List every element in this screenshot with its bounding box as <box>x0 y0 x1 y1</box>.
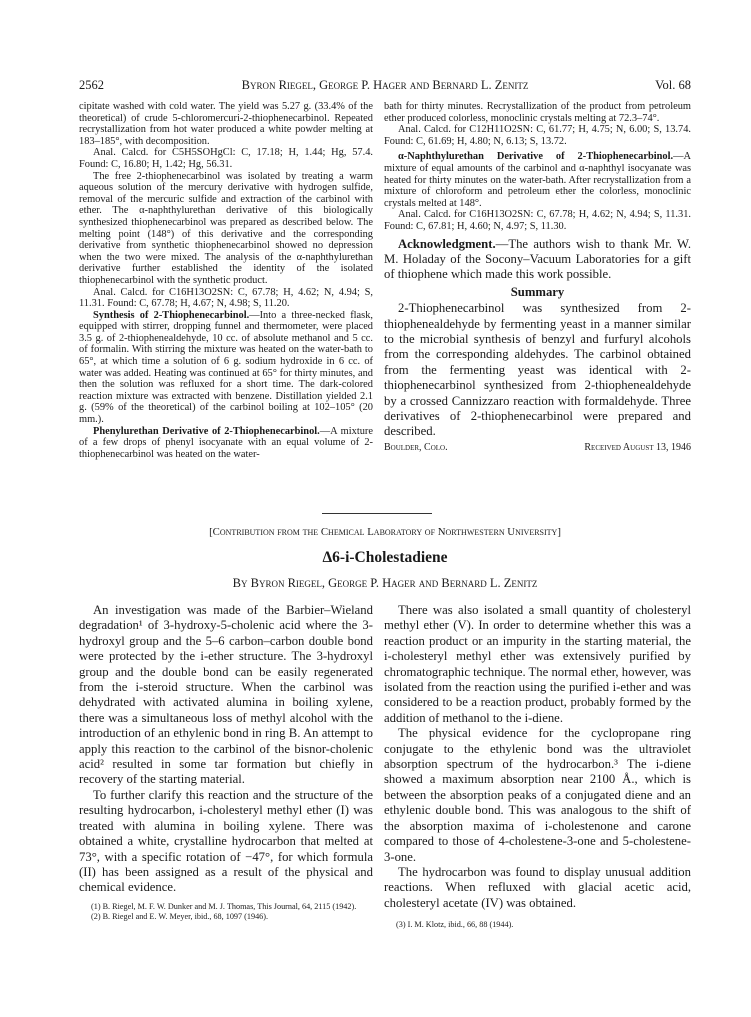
contribution-line: [Contribution from the Chemical Laboratory of Northwestern University] <box>209 526 561 538</box>
body-right-column <box>384 603 691 911</box>
analysis-paragraph: Anal. Calcd. for C5H5SOHgCl: C, 17.18; H, 1.44; Hg, 57.4. Found: C, 16.80; H, 1.42; Hg, 56.31. <box>79 147 373 170</box>
analysis-paragraph: Anal. Calcd. for C16H13O2SN: C, 67.78; H, 4.62; N, 4.94; S, 11.31. Found: C, 67.81; H, 4.60; N, 4.97; S, 11.30. <box>384 209 691 232</box>
dateline <box>384 442 691 456</box>
analysis-paragraph: Anal. Calcd. for C12H11O2SN: C, 61.77; H, 4.75; N, 6.00; S, 13.74. Found: C, 61.69; H, 4.80; N, 6.13; S, 13.72. <box>384 124 691 147</box>
running-header <box>79 78 691 96</box>
footnotes-right <box>384 920 691 930</box>
paragraph: The hydrocarbon was found to display unusual addition reactions. When refluxed with glacial acetic acid, cholesteryl acetate (IV) was obtained. <box>384 864 691 910</box>
section-heading: Acknowledgment. <box>398 236 496 251</box>
running-title: Byron Riegel, George P. Hager and Bernard L. Zenitz <box>241 78 529 92</box>
paragraph: To further clarify this reaction and the structure of the resulting hydrocarbon, i-cholesteryl methyl ether (I) was treated with alumina in boiling xylene. There was obtained a white, crystalline hydrocarbon that melted at 73°, with a specific rotation of −47°, for which formula (II) has been assigned as a result of the physical and chemical evidence. <box>79 787 373 895</box>
section-heading: Phenylurethan Derivative of 2-Thiophenecarbinol. <box>93 425 320 437</box>
footnote: (2) B. Riegel and E. W. Meyer, ibid., 68, 1097 (1946). <box>91 912 269 921</box>
summary-heading: Summary <box>510 284 565 299</box>
footnote: (3) I. M. Klotz, ibid., 66, 88 (1944). <box>396 920 514 929</box>
title-main: Cholestadiene <box>354 549 448 566</box>
article-title <box>79 549 691 567</box>
paragraph: bath for thirty minutes. Recrystallization of the product from petroleum ether produced colorless, monoclinic crystals melting at 72.3–74°. <box>384 101 691 124</box>
footnote: (1) B. Riegel, M. F. W. Dunker and M. J. Thomas, This Journal, 64, 2115 (1942). <box>91 902 357 911</box>
received-date: Received August 13, 1946 <box>584 441 691 453</box>
body-left-column <box>79 603 373 896</box>
summary-text: 2-Thiophenecarbinol was synthesized from 2-thiophenealdehyde by fermenting yeast in a manner similar to the microbial synthesis of benzyl and furfuryl alcohols from the corresponding aldehydes. The carbinol obtained from the fermenting yeast was identical with 2-thiophenecarbinol synthesized from 2-thiophenealdehyde by a crossed Cannizzaro reaction with formaldehyde. Three derivatives of 2-thiophenecarbinol were prepared and described. <box>384 301 691 439</box>
section-heading: α-Naphthylurethan Derivative of 2-Thiophenecarbinol. <box>398 151 674 163</box>
paragraph: The free 2-thiophenecarbinol was isolated by treating a warm aqueous solution of the mercury derivative with hydrogen sulfide, removal of the mercuric sulfide and extraction of the carbinol with ether. The α-naphthylurethan derivative of this biologically synthesized thiophenecarbinol was prepared as described below. The melting point (148°) of this derivative and the corresponding derivative from synthetic thiophenecarbinol showed no depression when the two were mixed. The analysis of the α-naphthylurethan derivative further established the identity of the isolated thiophenecarbinol with the synthetic product. <box>79 170 373 286</box>
paragraph: cipitate washed with cold water. The yield was 5.27 g. (33.4% of the theoretical) of crude 5-chloromercuri-2-thiophenecarbinol. Repeated recrystallization from hot water produced a white powder melting at 183–185°, with decomposition. <box>79 101 373 147</box>
acknowledgment: Acknowledgment.—The authors wish to thank Mr. W. M. Holaday of the Socony–Vacuum Laboratories for a gift of thiophene which made this work possible. <box>384 236 691 282</box>
volume-label: Vol. 68 <box>655 78 691 92</box>
top-right-column <box>384 101 691 456</box>
paragraph: Phenylurethan Derivative of 2-Thiophenecarbinol.—A mixture of a few drops of phenyl isocyanate with an equal volume of 2-thiophenecarbinol was heated on the water- <box>79 425 373 460</box>
paragraph: There was also isolated a small quantity of cholesteryl methyl ether (V). In order to determine whether this was a reaction product or an impurity in the starting material, the i-cholesteryl methyl ether was extensively purified by chromatographic technique. The normal ether, however, was isolated from the reaction using the purified i-ether and was considered to be a reaction product, probably formed by the addition of methanol to the i-diene. <box>384 603 692 725</box>
footnotes-left <box>79 902 373 922</box>
paragraph: An investigation was made of the Barbier–Wieland degradation¹ of 3-hydroxy-5-cholenic acid where the 3-hydroxyl group and the 5–6 carbon–carbon double bond were protected by the i-ether structure. The 3-hydroxyl group and the double bond can be easily regenerated from the i-steroid structure. When the carbinol was dehydrated with activated alumina in boiling xylene, there was a simultaneous loss of methyl alcohol with the introduction of an ethylenic bond in ring B. An attempt to apply this reaction to the carbinol of the bisnor-cholenic acid² resulted in some tar formation but chiefly in recovery of the starting material. <box>79 603 373 787</box>
paragraph: The physical evidence for the cyclopropane ring conjugate to the ethylenic bond was the ultraviolet absorption spectrum of the hydrocarbon.³ The i-diene showed a maximum absorption near 2100 Å., which is between the absorption peaks of a conjugated diene and an ethylenic double bond. This was analogous to the shift of the absorption maxima of i-cholestenone and carone compared to those of 4-cholestene-3-one and 5-cholestene-3-one. <box>384 726 691 864</box>
analysis-paragraph: Anal. Calcd. for C16H13O2SN: C, 67.78; H, 4.62; N, 4.94; S, 11.31. Found: C, 67.78; H, 4.67; N, 4.98; S, 11.20. <box>79 286 373 310</box>
location: Boulder, Colo. <box>384 441 448 453</box>
title-prefix: Δ6-i- <box>322 549 355 566</box>
paragraph: Synthesis of 2-Thiophenecarbinol.—Into a three-necked flask, equipped with stirrer, dropping funnel and thermometer, were placed 3.5 g. of 2-thiophenealdehyde, 10 cc. of absolute methanol and 5 cc. of formalin. With stirring the mixture was heated on the water-bath to 65°, at which time a solution of 6 g. sodium hydroxide in 6 cc. of water was added. Heating was continued at 65° for thirty minutes, and then the solution was refluxed for a short time. The dark-colored reaction mixture was extracted with benzene. Distillation yielded 2.1 g. (59% of the theoretical) of the carbinol boiling at 102–105° (20 mm.). <box>79 309 373 426</box>
page-number: 2562 <box>79 78 104 92</box>
authors: By Byron Riegel, George P. Hager and Bernard L. Zenitz <box>232 576 538 590</box>
divider <box>322 513 432 514</box>
top-left-column <box>79 101 373 460</box>
paragraph: α-Naphthylurethan Derivative of 2-Thiophenecarbinol.—A mixture of equal amounts of the carbinol and α-naphthyl isocyanate was heated for thirty minutes on the water-bath. After recrystallization from a mixture of chloroform and petroleum ether the colorless, monoclinic crystals melted at 148°. <box>384 151 691 209</box>
section-heading: Synthesis of 2-Thiophenecarbinol. <box>93 309 250 321</box>
